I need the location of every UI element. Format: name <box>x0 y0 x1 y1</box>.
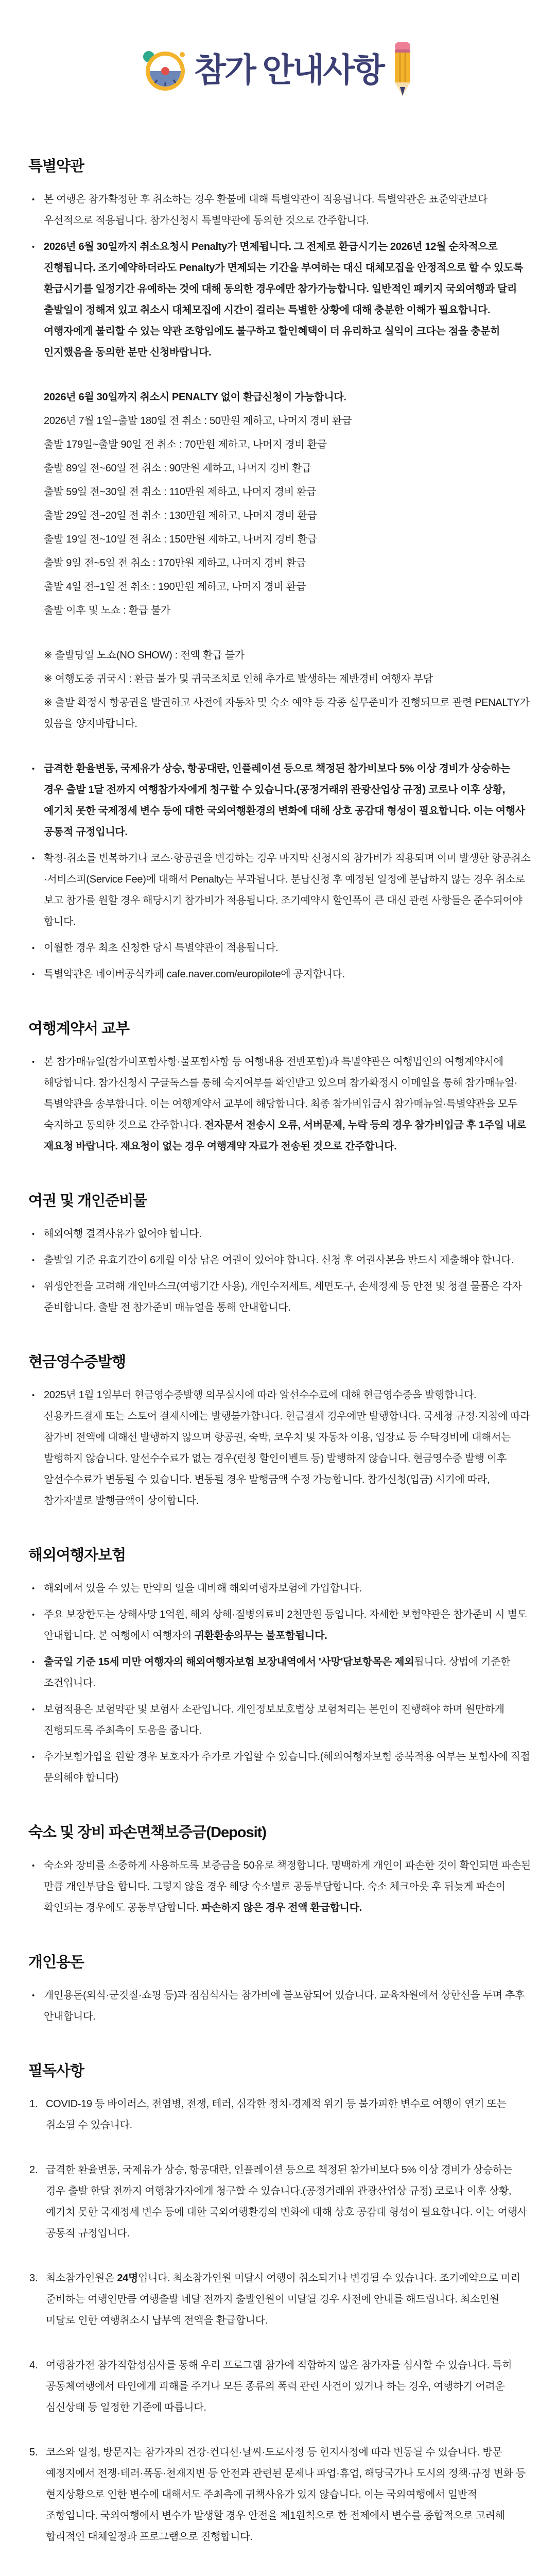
item-text: ※ 여행도중 귀국시 : 환급 불가 및 귀국조치로 인해 추가로 발생하는 제반경비 여행자 부담 <box>44 673 433 685</box>
section-heading: 필독사항 <box>28 2063 84 2080</box>
item-number: 2. <box>29 2164 38 2176</box>
item-text: 2026년 7월 1일~출발 180일 전 취소 : 50만원 제하고, 나머지 경비 환급 <box>44 415 352 427</box>
item-text: 이월한 경우 최초 신청한 당시 특별약관이 적용됩니다. <box>44 942 279 954</box>
item-number: 5. <box>29 2447 38 2459</box>
refund-schedule-line <box>28 434 531 455</box>
item-text: 출발일 기준 유효기간이 6개월 이상 남은 여권이 있어야 합니다. 신청 후 여권사본을 반드시 제출해야 합니다. <box>44 1255 514 1266</box>
item-text: 본 여행은 참가확정한 후 취소하는 경우 환불에 대해 특별약관이 적용됩니다. 특별약관은 표준약관보다 우선적으로 적용됩니다. 참가신청시 특별약관에 동의한 것으로 간주합니다. <box>44 194 488 227</box>
item-text: 해외에서 있을 수 있는 만약의 일을 대비해 해외여행자보험에 가입합니다. <box>44 1583 362 1595</box>
item-text: 개인용돈(외식·군것질·쇼핑 등)과 점심식사는 참가비에 불포함되어 있습니다. 교육차원에서 상한선을 두며 추후 안내합니다. <box>44 1990 525 2023</box>
refund-schedule-line <box>28 411 531 432</box>
section-heading: 현금영수증발행 <box>28 1354 126 1371</box>
bullet-dot-icon: • <box>32 765 35 774</box>
item-text: 급격한 환율변동, 국제유가 상승, 항공대란, 인플레이션 등으로 책정된 참가비보다 5% 이상 경비가 상승하는 경우 출발 한달 전까지 여행참가자에게 청구할 수 있습니다.(공정거래위 관광산업상 규정) 코로나 이후 상황, 예기치 못한 국제정세 변수 등에 대한 국외여행환경의 변화에 대해 상호 공감대 형성이 필요합니다. 이는 여행사 공통적 규정입니다. <box>46 2164 527 2240</box>
item-text: COVID-19 등 바이러스, 전염병, 전쟁, 테러, 심각한 정치·경제적 위기 등 불가피한 변수로 여행이 연기 또는 취소될 수 있습니다. <box>46 2098 507 2131</box>
section-heading: 숙소 및 장비 파손면책보증금(Deposit) <box>28 1824 266 1841</box>
list-item <box>28 964 531 985</box>
item-text: 출발 89일 전~60일 전 취소 : 90만원 제하고, 나머지 경비 환급 <box>44 463 311 474</box>
bullet-dot-icon: • <box>32 1753 35 1762</box>
section-must-read <box>28 2059 531 2548</box>
bullet-dot-icon: • <box>32 1256 35 1265</box>
list-item <box>28 1250 531 1271</box>
refund-subheading <box>28 387 531 408</box>
pencil-icon <box>391 41 414 99</box>
section-personal-allowance <box>28 1951 531 2027</box>
document-body <box>0 110 556 2576</box>
item-text: ※ 출발당일 노쇼(NO SHOW) : 전액 환급 불가 <box>44 650 245 662</box>
numbered-item <box>28 2094 531 2136</box>
item-text: 급격한 환율변동, 국제유가 상승, 항공대란, 인플레이션 등으로 책정된 참가비보다 5% 이상 경비가 상승하는 경우 출발 1달 전까지 여행참가자에게 청구할 수 있습니다.(공정거래위 관광산업상 규정) 코로나 이후 상황, 예기치 못한 국제정세 변수 등에 대한 국외여행환경의 변화에 대해 상호 공감대 형성이 필요합니다. 이는 여행사 공통적 규정입니다. <box>44 763 525 838</box>
item-text: 숙소와 장비를 소중하게 사용하도록 보증금을 50유로 책정합니다. 명백하게 개인이 파손한 것이 확인되면 파손된 만큼 개인부담을 합니다. 그렇지 않을 경우 해당 숙소별로 공동부담합니다. 숙소 체크아웃 후 뒤늦게 파손이 확인되는 경우에도 공동부담합니다. 파손하지 않은 경우 전액 환급합니다. <box>44 1860 531 1914</box>
bullet-dot-icon: • <box>32 1230 35 1239</box>
bullet-dot-icon: • <box>32 1991 35 2001</box>
section-heading: 여행계약서 교부 <box>28 1021 130 1038</box>
list-item <box>28 848 531 933</box>
page-header <box>0 0 556 110</box>
bullet-dot-icon: • <box>32 1611 35 1620</box>
item-text: 2025년 1월 1일부터 현금영수증발행 의무실시에 따라 알선수수료에 대해 현금영수증을 발행합니다. 신용카드결제 또는 스토어 결제시에는 발행불가합니다. 현금결제 경우에만 발행합니다. 국세청 규정·지침에 따라 참가비 전액에 대해선 발행하지 않으며 항공권, 숙박, 코우치 및 자동차 이용, 입장료 등 수탁경비에 대해서는 발행하지 않습니다. 알선수수료가 없는 경우(런칭 할인이벤트 등) 발행하지 않습니다. 현금영수증 발행 이후 알선수수료가 변동될 수 있습니다. 변동될 경우 발행금액 수정 가능합니다. 참가신청(입금) 시기에 따라, 참가자별로 발행금액이 상이합니다. <box>44 1389 530 1507</box>
bullet-dot-icon: • <box>32 195 35 205</box>
refund-schedule-line <box>28 577 531 598</box>
item-text: ※ 출발 확정시 항공권을 발권하고 사전에 자동차 및 숙소 예약 등 각종 실무준비가 진행되므로 관련 PENALTY가 있음을 양지바랍니다. <box>44 697 530 730</box>
bullet-dot-icon: • <box>32 1705 35 1715</box>
list-item <box>28 236 531 363</box>
item-text: 여행참가전 참가적합성심사를 통해 우리 프로그램 참가에 적합하지 않은 참가자를 심사할 수 있습니다. 특히 공동체여행에서 타인에게 피해를 주거나 모든 종류의 폭력 관련 사건이 있거나 하는 경우, 여행하기 어려운 심신상태 등 일정한 기준에 따릅니다. <box>46 2360 512 2414</box>
section-deposit <box>28 1821 531 1919</box>
item-text: 위생안전을 고려해 개인마스크(여행기간 사용), 개인수저세트, 세면도구, 손세정제 등 안전 및 청결 물품은 각자 준비합니다. 출발 전 참가준비 매뉴얼을 통해 안내합니다. <box>44 1281 522 1314</box>
item-text: 확정·취소를 번복하거나 코스·항공권을 변경하는 경우 마지막 신청시의 참가비가 적용되며 이미 발생한 항공취소·서비스피(Service Fee)에 대해서 Penalty는 부과됩니다. 분납신청 후 예정된 일정에 분납하지 않는 경우 취소로 보고 참가를 원할 경우 해당시기 참가비가 적용됩니다. 조기예약시 할인폭이 큰 대신 관련 사항들은 준수되어야 합니다. <box>44 853 531 928</box>
list-item <box>28 758 531 843</box>
list-item <box>28 1652 531 1694</box>
bullet-dot-icon: • <box>32 1584 35 1594</box>
item-text: 출발 이후 및 노쇼 : 환급 불가 <box>44 605 171 617</box>
section-heading: 개인용돈 <box>28 1954 84 1971</box>
list-item <box>28 1747 531 1789</box>
refund-schedule-line <box>28 458 531 479</box>
item-text: 보험적용은 보험약관 및 보험사 소관입니다. 개인정보보호법상 보험처리는 본인이 진행해야 하며 원만하게 진행되도록 주최측이 도움을 줍니다. <box>44 1704 505 1737</box>
item-text: 해외여행 결격사유가 없어야 합니다. <box>44 1228 202 1240</box>
bullet-dot-icon: • <box>32 970 35 979</box>
bullet-dot-icon: • <box>32 944 35 953</box>
bullet-dot-icon: • <box>32 1861 35 1871</box>
section-contract-delivery <box>28 1017 531 1157</box>
item-text: 2026년 6월 30일까지 취소시 PENALTY 없이 환급신청이 가능합니다. <box>44 392 346 403</box>
numbered-item <box>28 2160 531 2244</box>
list-item <box>28 189 531 231</box>
note-line <box>28 645 531 666</box>
bullet-dot-icon: • <box>32 1391 35 1400</box>
item-text: 출발 59일 전~30일 전 취소 : 110만원 제하고, 나머지 경비 환급 <box>44 486 317 498</box>
list-item <box>28 938 531 959</box>
item-text: 최소참가인원은 24명입니다. 최소참가인원 미달시 여행이 취소되거나 변경될 수 있습니다. 조기예약으로 미리 준비하는 여행인만큼 여행출발 네달 전까지 출발인원이 미달될 경우 사전에 안내를 해드립니다. 최소인원 미달로 인한 여행취소시 납부액 전액을 환급합니다. <box>46 2273 520 2327</box>
note-line <box>28 692 531 735</box>
item-text: 코스와 일정, 방문지는 참가자의 건강·컨디션·날씨·도로사정 등 현지사정에 따라 변동될 수 있습니다. 방문 예정지에서 전쟁·테러·폭동·천재지변 등 안전과 관련된 문제나 파업·휴업, 해당국가나 도시의 정책·규정 변화 등 현지상황으로 인한 변수에 대해서도 주최측에 귀책사유가 있지 않습니다. 이는 국외여행에서 일반적 조항입니다. 국외여행에서 변수가 발생할 경우 안전을 제1원칙으로 한 전제에서 변수를 종합적으로 고려해 합리적인 대체일정과 프로그램으로 진행합니다. <box>46 2447 526 2543</box>
item-text: 출발 19일 전~10일 전 취소 : 150만원 제하고, 나머지 경비 환급 <box>44 534 317 546</box>
item-text: 출발 179일~출발 90일 전 취소 : 70만원 제하고, 나머지 경비 환급 <box>44 439 327 451</box>
item-text: 출발 29일 전~20일 전 취소 : 130만원 제하고, 나머지 경비 환급 <box>44 510 317 522</box>
list-item <box>28 1985 531 2027</box>
refund-schedule-line <box>28 553 531 574</box>
list-item <box>28 1224 531 1245</box>
item-text: 출국일 기준 15세 미만 여행자의 해외여행자보험 보장내역에서 '사망'담보항목은 제외됩니다. 상법에 기준한 조건입니다. <box>44 1656 511 1689</box>
item-text: 주요 보장한도는 상해사망 1억원, 해외 상해·질병의료비 2천만원 등입니다. 자세한 보험약관은 참가준비 시 별도 안내합니다. 본 여행에서 여행자의 귀환환송의무는 불포함됩니다. <box>44 1609 527 1642</box>
bullet-dot-icon: • <box>32 1658 35 1667</box>
list-item <box>28 1855 531 1919</box>
compass-globe-icon <box>142 45 187 95</box>
item-text: 출발 9일 전~5일 전 취소 : 170만원 제하고, 나머지 경비 환급 <box>44 557 306 569</box>
refund-schedule-line <box>28 529 531 550</box>
item-number: 3. <box>29 2273 38 2284</box>
note-line <box>28 669 531 690</box>
section-heading: 여권 및 개인준비물 <box>28 1193 147 1210</box>
bullet-dot-icon: • <box>32 854 35 863</box>
list-item <box>28 1276 531 1318</box>
section-heading: 특별약관 <box>28 158 84 175</box>
page-title: 참가 안내사항 <box>194 51 384 89</box>
bullet-dot-icon: • <box>32 1058 35 1067</box>
item-number: 4. <box>29 2360 38 2371</box>
item-text: 추가보험가입을 원할 경우 보호자가 추가로 가입할 수 있습니다.(해외여행자보험 중복적용 여부는 보험사에 직접 문의해야 합니다) <box>44 1751 530 1784</box>
refund-schedule-line <box>28 482 531 503</box>
refund-schedule-line <box>28 600 531 621</box>
section-heading: 해외여행자보험 <box>28 1547 126 1564</box>
bullet-dot-icon: • <box>32 1282 35 1292</box>
item-text: 본 참가매뉴얼(참가비포함사항·불포함사항 등 여행내용 전반포함)과 특별약관은 여행법인의 여행계약서에 해당합니다. 참가신청시 구글독스를 통해 숙지여부를 확인받고 있으며 참가확정시 이메일을 통해 참가매뉴얼·특별약관을 송부합니다. 이는 여행계약서 교부에 해당합니다. 최종 참가비입금시 참가매뉴얼·특별약관을 모두 숙지하고 동의한 것으로 간주합니다. 전자문서 전송시 오류, 서버문제, 누락 등의 경우 참가비입금 후 1주일 내로 재요청 바랍니다. 재요청이 없는 경우 여행계약 자료가 전송된 것으로 간주합니다. <box>44 1056 527 1153</box>
numbered-item <box>28 2442 531 2548</box>
numbered-item <box>28 2355 531 2418</box>
refund-schedule-line <box>28 505 531 527</box>
numbered-item <box>28 2268 531 2331</box>
section-cash-receipt <box>28 1350 531 1512</box>
list-item <box>28 1578 531 1599</box>
list-item <box>28 1604 531 1647</box>
item-text: 출발 4일 전~1일 전 취소 : 190만원 제하고, 나머지 경비 환급 <box>44 581 306 593</box>
item-text: 2026년 6월 30일까지 취소요청시 Penalty가 면제됩니다. 그 전제로 환급시기는 2026년 12월 순차적으로 진행됩니다. 조기예약하더라도 Penalty가 면제되는 기간을 부여하는 대신 대체모집을 안정적으로 할 수 있도록 환급시기를 일정기간 유예하는 것에 대해 동의한 경우에만 참가가능합니다. 일반적인 패키지 국외여행과 달리 출발일이 정해져 있고 취소시 대체모집에 시간이 걸리는 특별한 상황에 대해 충분한 이해가 필요합니다. 여행자에게 불리할 수 있는 약관 조항임에도 불구하고 할인혜택이 더 유리하고 실익이 크다는 점을 충분히 인지했음을 동의한 분만 신청바랍니다. <box>44 241 523 359</box>
section-travel-insurance <box>28 1544 531 1789</box>
item-number: 1. <box>29 2098 38 2110</box>
list-item <box>28 1699 531 1741</box>
section-special-terms <box>28 155 531 985</box>
bullet-dot-icon: • <box>32 243 35 252</box>
item-text: 특별약관은 네이버공식카페 cafe.naver.com/europilote에 공지합니다. <box>44 969 345 980</box>
list-item <box>28 1385 531 1512</box>
list-item <box>28 1052 531 1157</box>
section-passport-preparation <box>28 1189 531 1318</box>
